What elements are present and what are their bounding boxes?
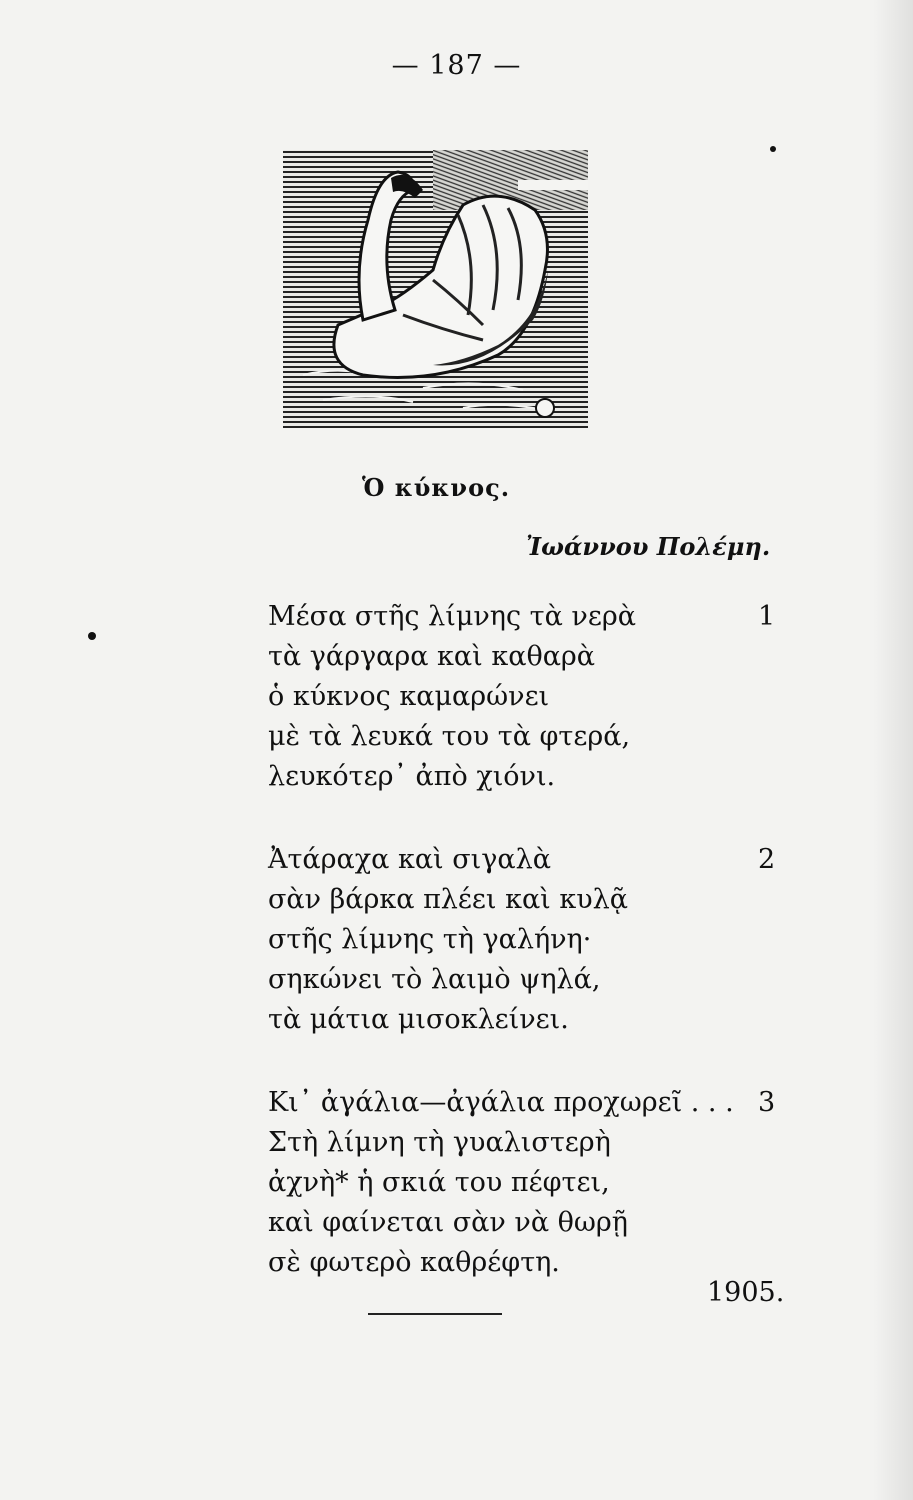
poem-line: σὰν βάρκα πλέει καὶ κυλᾷ <box>268 884 628 915</box>
poem-line: στῆς λίμνης τὴ γαλήνη· <box>268 924 592 955</box>
poem-line: σηκώνει τὸ λαιμὸ ψηλά, <box>268 964 601 995</box>
poem-line: σὲ φωτερὸ καθρέφτη. <box>268 1247 560 1278</box>
page-number: — 187 — <box>391 50 522 81</box>
poem-year: 1905. <box>707 1277 785 1308</box>
poem-line: καὶ φαίνεται σὰν νὰ θωρῇ <box>268 1207 628 1238</box>
poem-line: Κι᾽ ἀγάλια—ἀγάλια προχωρεῖ . . . 3 <box>268 1083 778 1123</box>
poem-line: Στὴ λίμνη τὴ γυαλιστερὴ <box>268 1127 611 1158</box>
end-rule-divider <box>368 1313 502 1315</box>
stanza-number: 3 <box>758 1087 776 1118</box>
stanza-number: 1 <box>758 601 776 632</box>
stanza-number: 2 <box>758 844 776 875</box>
stanza-2 <box>268 840 778 1040</box>
speck-mark <box>88 632 96 640</box>
poem-line: ὁ κύκνος καμαρώνει <box>268 681 550 712</box>
stanza-1 <box>268 597 778 797</box>
swan-illustration <box>283 150 588 433</box>
poem-title: Ὁ κύκνος. <box>362 473 511 502</box>
poem-line: Μέσα στῆς λίμνης τὰ νερὰ 1 <box>268 597 778 637</box>
poem-line: Ἀτάραχα καὶ σιγαλὰ 2 <box>268 840 778 880</box>
poem-line: λευκότερ᾽ ἀπὸ χιόνι. <box>268 761 556 792</box>
poem-line: ἀχνὴ* ἡ σκιά του πέφτει, <box>268 1167 610 1198</box>
poem-line: τὰ μάτια μισοκλείνει. <box>268 1004 569 1035</box>
speck-mark <box>770 146 776 152</box>
page-edge-shadow <box>873 0 913 1500</box>
poem-author: Ἰωάννου Πολέμη. <box>526 532 771 561</box>
poem-line: μὲ τὰ λευκά του τὰ φτερά, <box>268 721 631 752</box>
poem-line: τὰ γάργαρα καὶ καθαρὰ <box>268 641 596 672</box>
stanza-3 <box>268 1083 778 1283</box>
